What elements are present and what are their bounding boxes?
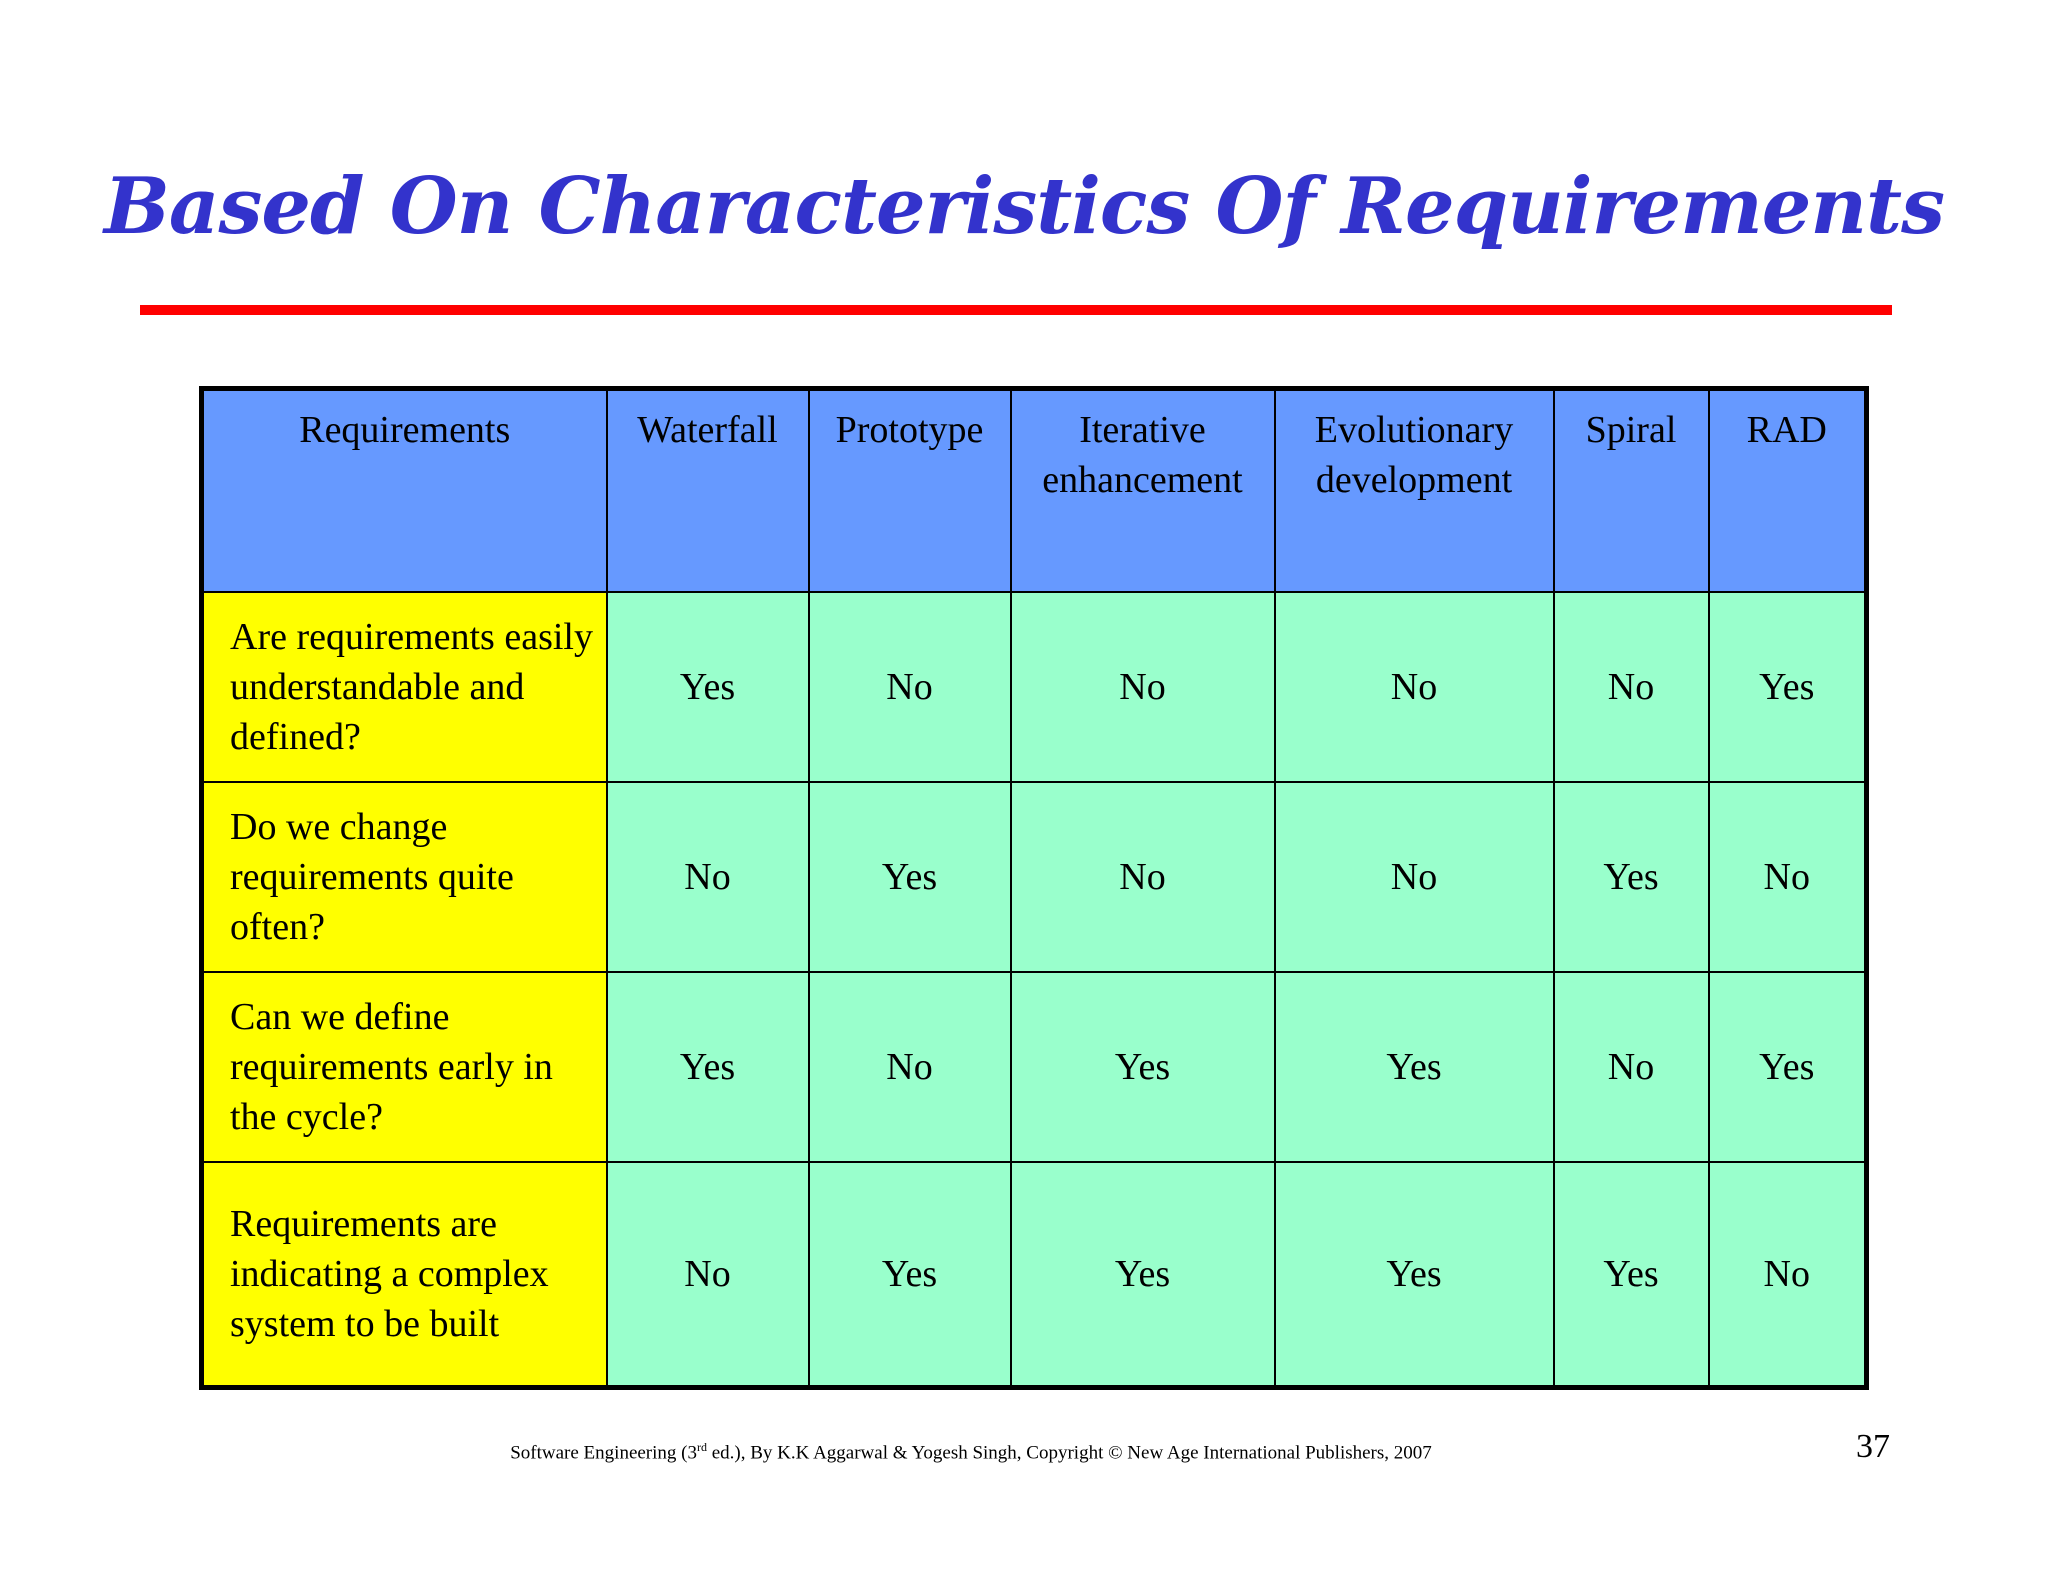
requirements-comparison-table (199, 386, 1869, 1390)
cell-iterative-enhancement: Yes (1011, 1162, 1275, 1388)
cell-evolutionary-development: Yes (1275, 1162, 1554, 1388)
cell-spiral: No (1554, 592, 1709, 782)
header-prototype: Prototype (809, 389, 1011, 593)
cell-iterative-enhancement: No (1011, 592, 1275, 782)
table-header-row (202, 389, 1867, 593)
table-row (202, 972, 1867, 1162)
cell-spiral: Yes (1554, 782, 1709, 972)
cell-waterfall: No (607, 1162, 809, 1388)
header-rad: RAD (1709, 389, 1867, 593)
cell-waterfall: Yes (607, 972, 809, 1162)
header-iterative-enhancement-label: Iterative enhancement (1042, 409, 1243, 501)
title-divider (140, 305, 1892, 315)
cell-prototype: Yes (809, 782, 1011, 972)
cell-evolutionary-development: No (1275, 782, 1554, 972)
slide-title: Based On Characteristics Of Requirements (104, 161, 1944, 252)
cell-rad: No (1709, 1162, 1867, 1388)
table-row (202, 1162, 1867, 1388)
footer-superscript: rd (697, 1440, 707, 1454)
footer-text-before: Software Engineering (3 (510, 1442, 697, 1464)
header-spiral: Spiral (1554, 389, 1709, 593)
cell-rad: Yes (1709, 972, 1867, 1162)
cell-rad: No (1709, 782, 1867, 972)
header-evolutionary-development-label: Evolutionary development (1314, 409, 1514, 501)
cell-iterative-enhancement: Yes (1011, 972, 1275, 1162)
header-requirements: Requirements (202, 389, 607, 593)
cell-iterative-enhancement: No (1011, 782, 1275, 972)
cell-evolutionary-development: No (1275, 592, 1554, 782)
row-question: Are requirements easily understandable and defined? (202, 592, 607, 782)
cell-spiral: Yes (1554, 1162, 1709, 1388)
cell-prototype: No (809, 592, 1011, 782)
table-row (202, 592, 1867, 782)
cell-prototype: Yes (809, 1162, 1011, 1388)
header-evolutionary-development (1275, 389, 1554, 593)
table-row (202, 782, 1867, 972)
cell-evolutionary-development: Yes (1275, 972, 1554, 1162)
row-question: Requirements are indicating a complex system to be built (202, 1162, 607, 1388)
header-waterfall: Waterfall (607, 389, 809, 593)
footer-citation (0, 1440, 1942, 1464)
row-question: Can we define requirements early in the cycle? (202, 972, 607, 1162)
cell-rad: Yes (1709, 592, 1867, 782)
cell-waterfall: Yes (607, 592, 809, 782)
header-iterative-enhancement (1011, 389, 1275, 593)
footer-text-after: ed.), By K.K Aggarwal & Yogesh Singh, Copyright © New Age International Publishers, 2007 (707, 1442, 1432, 1464)
row-question: Do we change requirements quite often? (202, 782, 607, 972)
cell-spiral: No (1554, 972, 1709, 1162)
cell-prototype: No (809, 972, 1011, 1162)
cell-waterfall: No (607, 782, 809, 972)
page-number: 37 (1856, 1428, 1890, 1465)
